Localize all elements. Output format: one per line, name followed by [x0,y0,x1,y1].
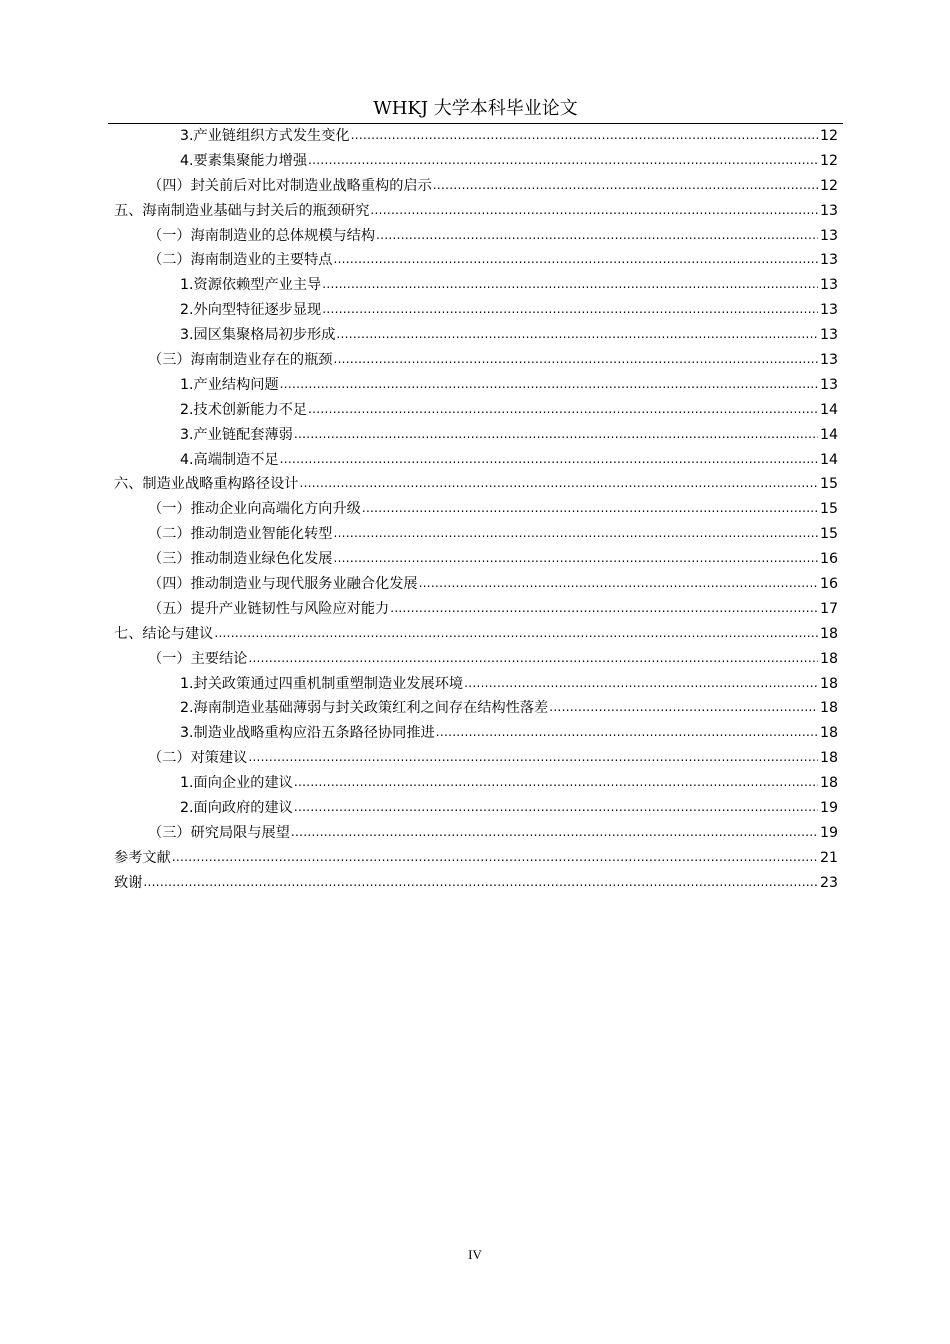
toc-dot-leader [322,297,818,322]
toc-entry[interactable] [114,497,838,522]
toc-entry-label: （二）对策建议 [148,750,248,767]
toc-dot-leader [294,770,818,795]
toc-dot-leader [294,795,818,820]
toc-entry-page-number: 15 [819,476,838,493]
toc-entry-label: 五、海南制造业基础与封关后的瓶颈研究 [114,202,370,219]
toc-entry-label: （四）推动制造业与现代服务业融合化发展 [148,576,418,593]
toc-entry[interactable] [114,323,838,348]
toc-entry-label: （二）推动制造业智能化转型 [148,526,333,543]
toc-dot-leader [280,447,818,472]
toc-entry[interactable] [114,672,838,697]
toc-dot-leader [172,845,818,870]
toc-entry[interactable] [114,373,838,398]
toc-entry[interactable] [114,423,838,448]
toc-entry-label: 1.面向企业的建议 [180,775,293,792]
toc-entry-label: 4.要素集聚能力增强 [180,152,308,169]
toc-entry-label: （四）封关前后对比对制造业战略重构的启示 [148,177,432,194]
toc-dot-leader [333,347,817,372]
toc-entry-page-number: 14 [819,401,838,418]
toc-dot-leader [294,422,818,447]
table-of-contents [114,124,838,896]
toc-entry[interactable] [114,348,838,373]
toc-entry[interactable] [114,846,838,871]
toc-entry[interactable] [114,746,838,771]
toc-entry-page-number: 13 [819,352,838,369]
toc-entry-label: 3.产业链组织方式发生变化 [180,128,350,144]
toc-entry-page-number: 15 [819,526,838,543]
toc-entry-page-number: 13 [819,202,838,219]
toc-dot-leader [322,272,818,297]
toc-entry-page-number: 13 [819,252,838,269]
toc-entry-page-number: 15 [819,501,838,518]
toc-entry-page-number: 14 [819,451,838,468]
toc-dot-leader [143,870,818,895]
toc-entry-label: 3.园区集聚格局初步形成 [180,327,336,344]
toc-entry[interactable] [114,448,838,473]
toc-entry-label: 3.制造业战略重构应沿五条路径协同推进 [180,725,435,742]
toc-entry-label: （二）海南制造业的主要特点 [148,252,333,269]
toc-entry-page-number: 17 [819,600,838,617]
toc-entry-page-number: 13 [819,227,838,244]
toc-entry-page-number: 18 [819,625,838,642]
toc-entry[interactable] [114,547,838,572]
toc-entry[interactable] [114,647,838,672]
toc-entry[interactable] [114,472,838,497]
toc-entry-page-number: 13 [819,277,838,294]
toc-entry-page-number: 19 [819,800,838,817]
toc-entry-label: 4.高端制造不足 [180,451,279,468]
toc-dot-leader [214,621,818,646]
toc-dot-leader [362,496,818,521]
toc-dot-leader [299,471,817,496]
toc-entry-page-number: 18 [819,725,838,742]
toc-dot-leader [248,745,818,770]
toc-entry-page-number: 18 [819,650,838,667]
toc-entry-page-number: 16 [819,551,838,568]
toc-entry[interactable] [114,572,838,597]
toc-dot-leader [308,397,818,422]
toc-entry-page-number: 21 [819,849,838,866]
toc-entry[interactable] [114,622,838,647]
toc-entry-label: 1.资源依赖型产业主导 [180,277,322,294]
toc-entry-label: 2.外向型特征逐步显现 [180,302,322,319]
toc-dot-leader [370,198,818,223]
toc-dot-leader [336,322,818,347]
toc-dot-leader [464,671,818,696]
toc-entry-label: 3.产业链配套薄弱 [180,426,293,443]
toc-dot-leader [248,646,818,671]
toc-dot-leader [549,695,818,720]
toc-entry-page-number: 18 [819,675,838,692]
toc-entry[interactable] [114,398,838,423]
toc-entry[interactable] [114,696,838,721]
toc-entry-label: 六、制造业战略重构路径设计 [114,476,299,493]
toc-dot-leader [333,546,817,571]
toc-dot-leader [291,820,818,845]
toc-entry[interactable] [114,248,838,273]
toc-entry-page-number: 18 [819,700,838,717]
toc-entry[interactable] [114,124,838,149]
toc-entry[interactable] [114,821,838,846]
toc-entry-page-number: 16 [819,576,838,593]
toc-entry-label: 2.海南制造业基础薄弱与封关政策红利之间存在结构性落差 [180,700,549,717]
toc-entry[interactable] [114,771,838,796]
toc-entry[interactable] [114,149,838,174]
toc-entry-label: （三）海南制造业存在的瓶颈 [148,352,333,369]
toc-dot-leader [390,596,818,621]
toc-entry[interactable] [114,721,838,746]
toc-entry-label: 2.技术创新能力不足 [180,401,308,418]
toc-dot-leader [433,173,818,198]
toc-entry[interactable] [114,522,838,547]
toc-entry-page-number: 23 [819,874,838,891]
toc-entry[interactable] [114,597,838,622]
toc-entry-label: （一）推动企业向高端化方向升级 [148,501,361,518]
toc-dot-leader [376,223,818,248]
toc-entry[interactable] [114,871,838,896]
toc-entry-label: 1.封关政策通过四重机制重塑制造业发展环境 [180,675,464,692]
toc-entry[interactable] [114,199,838,224]
toc-entry-label: 致谢 [114,874,143,891]
toc-entry-label: 1.产业结构问题 [180,376,279,393]
toc-entry-page-number: 19 [819,824,838,841]
toc-entry[interactable] [114,298,838,323]
toc-entry[interactable] [114,224,838,249]
toc-entry-label: 七、结论与建议 [114,625,214,642]
toc-entry-page-number: 12 [819,152,838,169]
toc-entry-label: （五）提升产业链韧性与风险应对能力 [148,600,390,617]
toc-entry[interactable] [114,796,838,821]
toc-entry-page-number: 12 [819,177,838,194]
toc-entry-page-number: 13 [819,302,838,319]
toc-entry-page-number: 12 [819,128,838,144]
page-header-title: WHKJ 大学本科毕业论文 [373,98,578,119]
toc-entry-label: （三）研究局限与展望 [148,824,290,841]
toc-entry-page-number: 14 [819,426,838,443]
toc-entry-page-number: 18 [819,750,838,767]
toc-dot-leader [308,148,818,173]
toc-entry[interactable] [114,174,838,199]
toc-entry-label: （一）海南制造业的总体规模与结构 [148,227,376,244]
toc-dot-leader [436,720,818,745]
toc-entry-page-number: 13 [819,327,838,344]
toc-dot-leader [333,521,817,546]
toc-entry-label: 参考文献 [114,849,171,866]
page-number: IV [468,1247,482,1262]
toc-dot-leader [419,571,818,596]
toc-entry-label: 2.面向政府的建议 [180,800,293,817]
toc-entry-page-number: 18 [819,775,838,792]
toc-entry[interactable] [114,273,838,298]
toc-dot-leader [280,372,818,397]
toc-dot-leader [351,123,818,148]
toc-entry-label: （一）主要结论 [148,650,248,667]
toc-entry-label: （三）推动制造业绿色化发展 [148,551,333,568]
toc-dot-leader [333,247,817,272]
toc-entry-page-number: 13 [819,376,838,393]
